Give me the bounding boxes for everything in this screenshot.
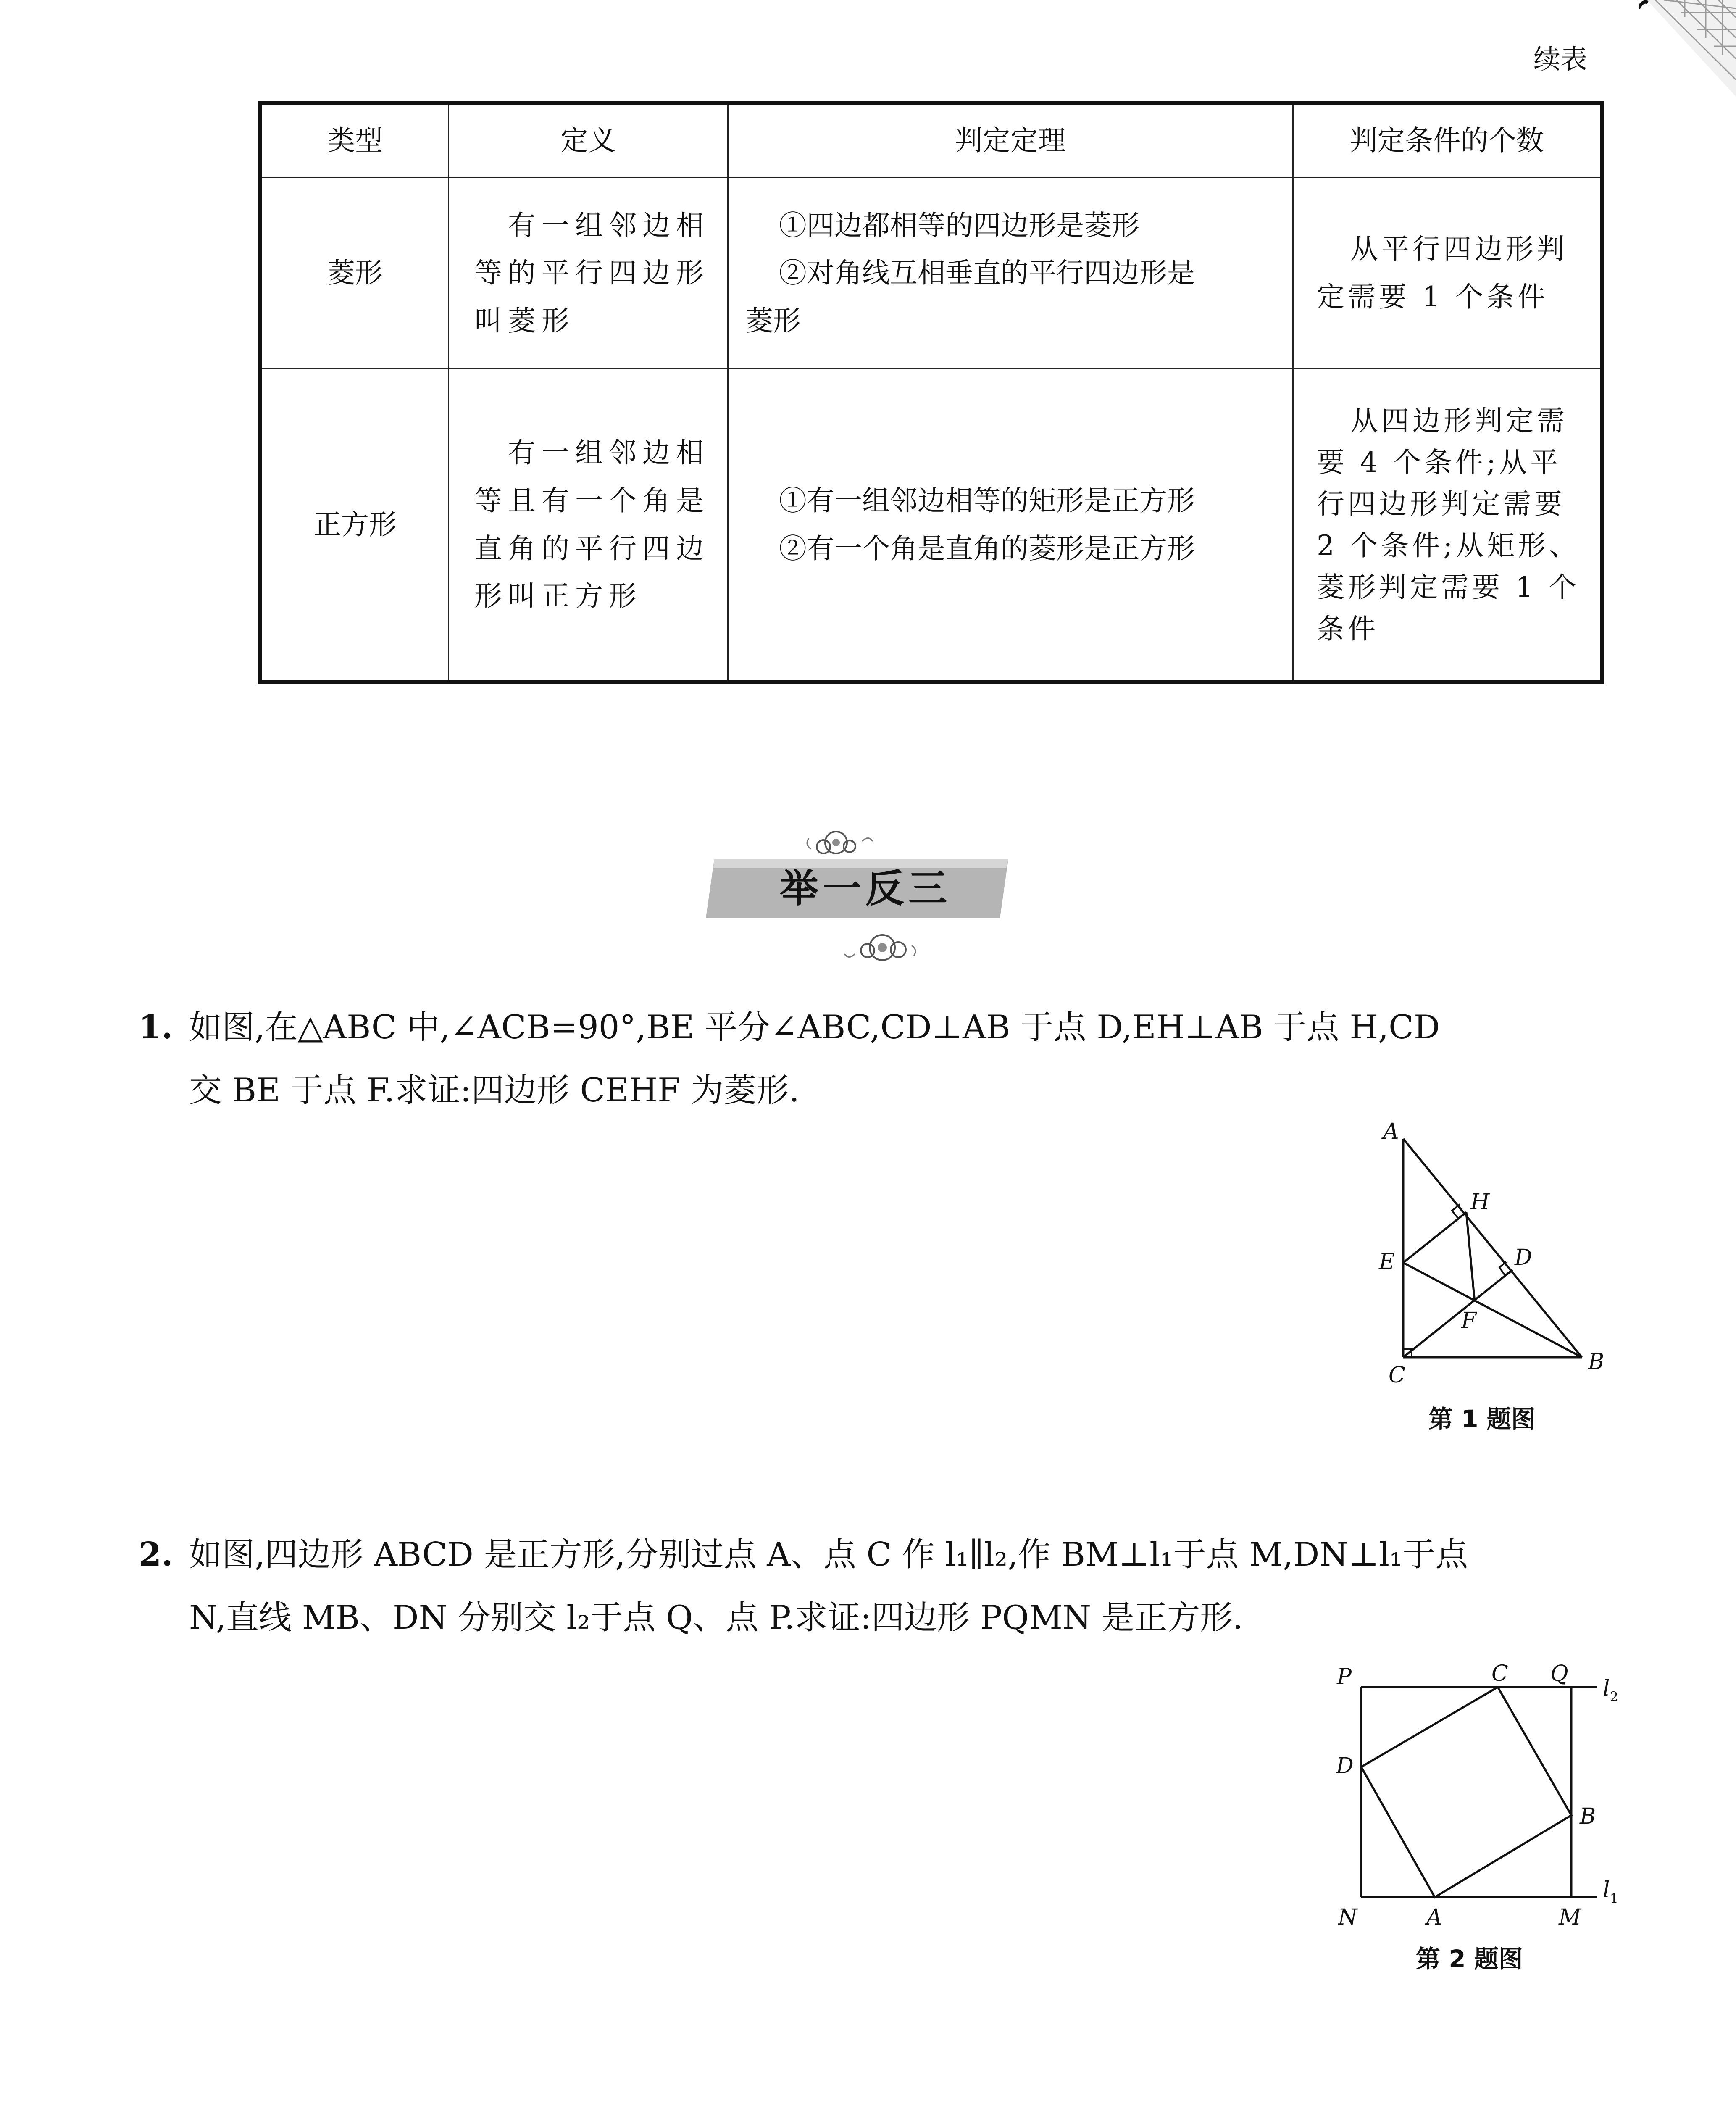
condition-line: 行四边形判定需要 xyxy=(1317,487,1565,520)
label-C: C xyxy=(1491,1661,1508,1686)
theorem-line: ①有一组邻边相等的矩形是正方形 xyxy=(779,484,1195,517)
label-l2-letter: l xyxy=(1603,1676,1610,1701)
label-H: H xyxy=(1470,1190,1490,1215)
rhombus-type: 菱形 xyxy=(260,178,449,369)
definition-line: 等的平行四边形 xyxy=(474,257,710,290)
condition-line: 从四边形判定需 xyxy=(1350,404,1568,437)
theorem-line: ②对角线互相垂直的平行四边形是 xyxy=(779,257,1195,290)
label-F: F xyxy=(1461,1308,1477,1333)
square-definition xyxy=(449,369,728,682)
section-title: 举一反三 xyxy=(779,866,951,911)
table-row-rhombus xyxy=(260,178,1602,369)
header-type: 类型 xyxy=(260,103,449,178)
segment-ab xyxy=(1403,1139,1582,1357)
corner-grid-decoration xyxy=(1639,0,1736,97)
table-header-row xyxy=(260,103,1602,178)
figure-1-caption: 第 1 题图 xyxy=(1428,1405,1536,1433)
square-theorems xyxy=(728,369,1293,682)
definition-line: 等且有一个角是 xyxy=(474,484,710,517)
rhombus-conditions xyxy=(1293,178,1602,369)
header-condition-count: 判定条件的个数 xyxy=(1293,103,1602,178)
problem-line: 交 BE 于点 F.求证:四边形 CEHF 为菱形. xyxy=(189,1072,800,1109)
square-conditions xyxy=(1293,369,1602,682)
label-l1-letter: l xyxy=(1603,1877,1610,1903)
problem-number: 2. xyxy=(139,1535,173,1574)
problem-line xyxy=(139,996,1643,1059)
label-B: B xyxy=(1588,1349,1604,1374)
problem-text: 如图,四边形 ABCD 是正方形,分别过点 A、点 C 作 l₁∥l₂,作 BM⊥l₁于点 M,DN⊥l₁于点 xyxy=(189,1536,1468,1574)
label-N: N xyxy=(1338,1905,1357,1930)
segment-cd xyxy=(1403,1270,1512,1357)
figure-2-caption: 第 2 题图 xyxy=(1416,1945,1523,1973)
label-l1 xyxy=(1603,1877,1618,1906)
label-M: M xyxy=(1559,1905,1581,1930)
theorem-line: ②有一个角是直角的菱形是正方形 xyxy=(779,532,1195,565)
definition-line: 形叫正方形 xyxy=(474,580,642,613)
label-E: E xyxy=(1379,1249,1395,1274)
theorem-line: 菱形 xyxy=(745,304,801,337)
label-A: A xyxy=(1383,1119,1399,1144)
label-D: D xyxy=(1515,1245,1532,1270)
label-l2 xyxy=(1603,1676,1618,1705)
condition-line: 条件 xyxy=(1317,612,1379,645)
problem-number: 1. xyxy=(139,1008,173,1046)
condition-line: 从平行四边形判 xyxy=(1350,233,1568,266)
label-A: A xyxy=(1426,1905,1442,1930)
figure-2-square xyxy=(1323,1647,1643,1933)
quadrilateral-summary-table xyxy=(258,101,1604,684)
figure-1-triangle xyxy=(1353,1114,1647,1395)
label-Q: Q xyxy=(1550,1661,1568,1686)
problem-line: N,直线 MB、DN 分别交 l₂于点 Q、点 P.求证:四边形 PQMN 是正方形. xyxy=(189,1599,1243,1637)
condition-line: 定需要 1 个条件 xyxy=(1317,281,1549,313)
rhombus-definition xyxy=(449,178,728,369)
problem-1 xyxy=(139,996,1643,1122)
label-l1-subscript: 1 xyxy=(1610,1890,1618,1906)
definition-line: 叫菱形 xyxy=(474,304,575,337)
definition-line: 有一组邻边相 xyxy=(508,209,710,242)
condition-line: 2 个条件;从矩形、 xyxy=(1317,529,1581,562)
definition-line: 直角的平行四边 xyxy=(474,532,710,565)
continued-table-label: 续表 xyxy=(1533,44,1587,75)
segment-eh xyxy=(1403,1212,1466,1263)
segment-be xyxy=(1403,1263,1582,1357)
rhombus-theorems xyxy=(728,178,1293,369)
label-D: D xyxy=(1336,1753,1354,1779)
theorem-line: ①四边都相等的四边形是菱形 xyxy=(779,209,1139,242)
header-theorem: 判定定理 xyxy=(728,103,1293,178)
square-type: 正方形 xyxy=(260,369,449,682)
definition-line: 有一组邻边相 xyxy=(508,437,710,469)
square-abcd xyxy=(1361,1687,1571,1897)
header-definition: 定义 xyxy=(449,103,728,178)
condition-line: 要 4 个条件;从平 xyxy=(1317,446,1562,479)
table-row-square xyxy=(260,369,1602,682)
label-B: B xyxy=(1580,1804,1596,1829)
label-C: C xyxy=(1389,1363,1405,1388)
condition-line: 菱形判定需要 1 个 xyxy=(1317,571,1580,603)
problem-2 xyxy=(139,1523,1643,1649)
label-P: P xyxy=(1337,1664,1352,1690)
problem-line xyxy=(139,1523,1643,1586)
problem-text: 如图,在△ABC 中,∠ACB=90°,BE 平分∠ABC,CD⊥AB 于点 D,EH⊥AB 于点 H,CD xyxy=(189,1008,1440,1046)
label-l2-subscript: 2 xyxy=(1610,1689,1618,1705)
